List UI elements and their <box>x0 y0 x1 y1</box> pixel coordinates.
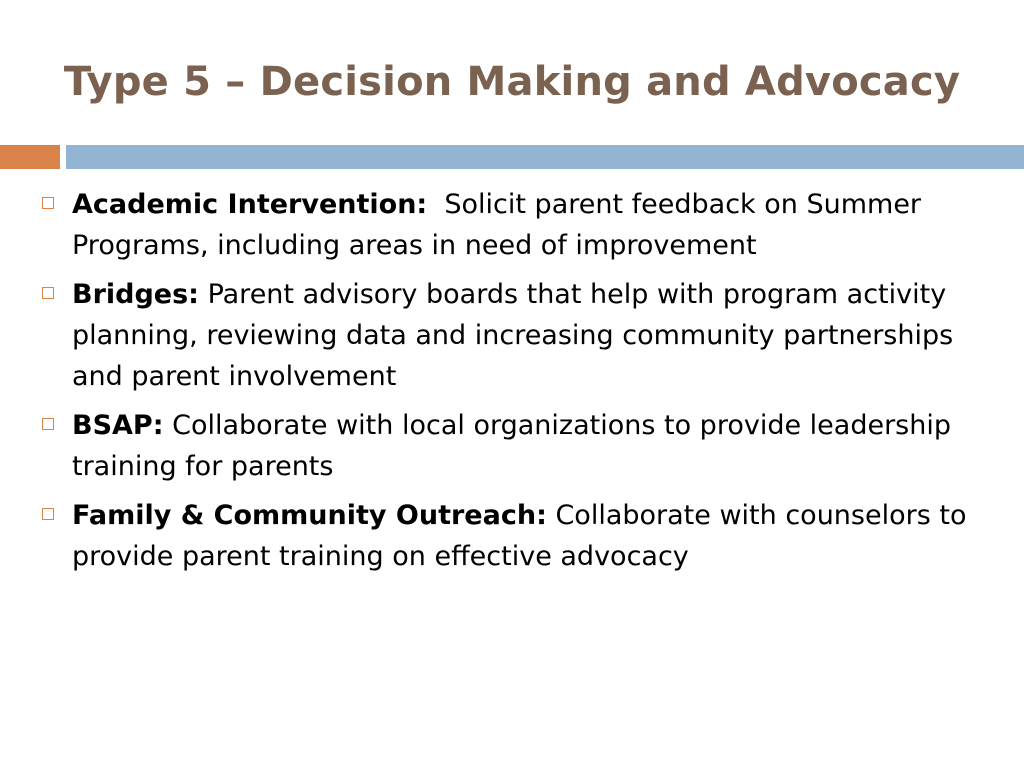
bullet-text: Parent advisory boards that help with program activity planning, reviewing data and increasing community partnerships and parent involvement <box>72 279 962 392</box>
slide-title: Type 5 – Decision Making and Advocacy <box>63 59 961 105</box>
bullet-item-academic-intervention <box>42 184 992 266</box>
bullet-label: Bridges: <box>72 279 199 310</box>
square-bullet-icon <box>42 418 54 430</box>
bullet-text: Collaborate with local organizations to provide leadership training for parents <box>72 410 960 482</box>
accent-bar-orange <box>0 145 60 169</box>
bullet-list <box>42 184 992 585</box>
bullet-item-bridges <box>42 274 992 397</box>
bullet-label: Family & Community Outreach: <box>72 500 547 531</box>
square-bullet-icon <box>42 197 54 209</box>
square-bullet-icon <box>42 287 54 299</box>
bullet-item-family-community-outreach <box>42 495 992 577</box>
bullet-label: BSAP: <box>72 410 164 441</box>
bullet-text: Solicit parent feedback on Summer Programs, including areas in need of improvement <box>72 189 930 261</box>
bullet-text: Collaborate with counselors to provide parent training on effective advocacy <box>72 500 976 572</box>
square-bullet-icon <box>42 508 54 520</box>
bullet-item-bsap <box>42 405 992 487</box>
bullet-label: Academic Intervention: <box>72 189 428 220</box>
accent-bar-blue <box>66 145 1024 169</box>
